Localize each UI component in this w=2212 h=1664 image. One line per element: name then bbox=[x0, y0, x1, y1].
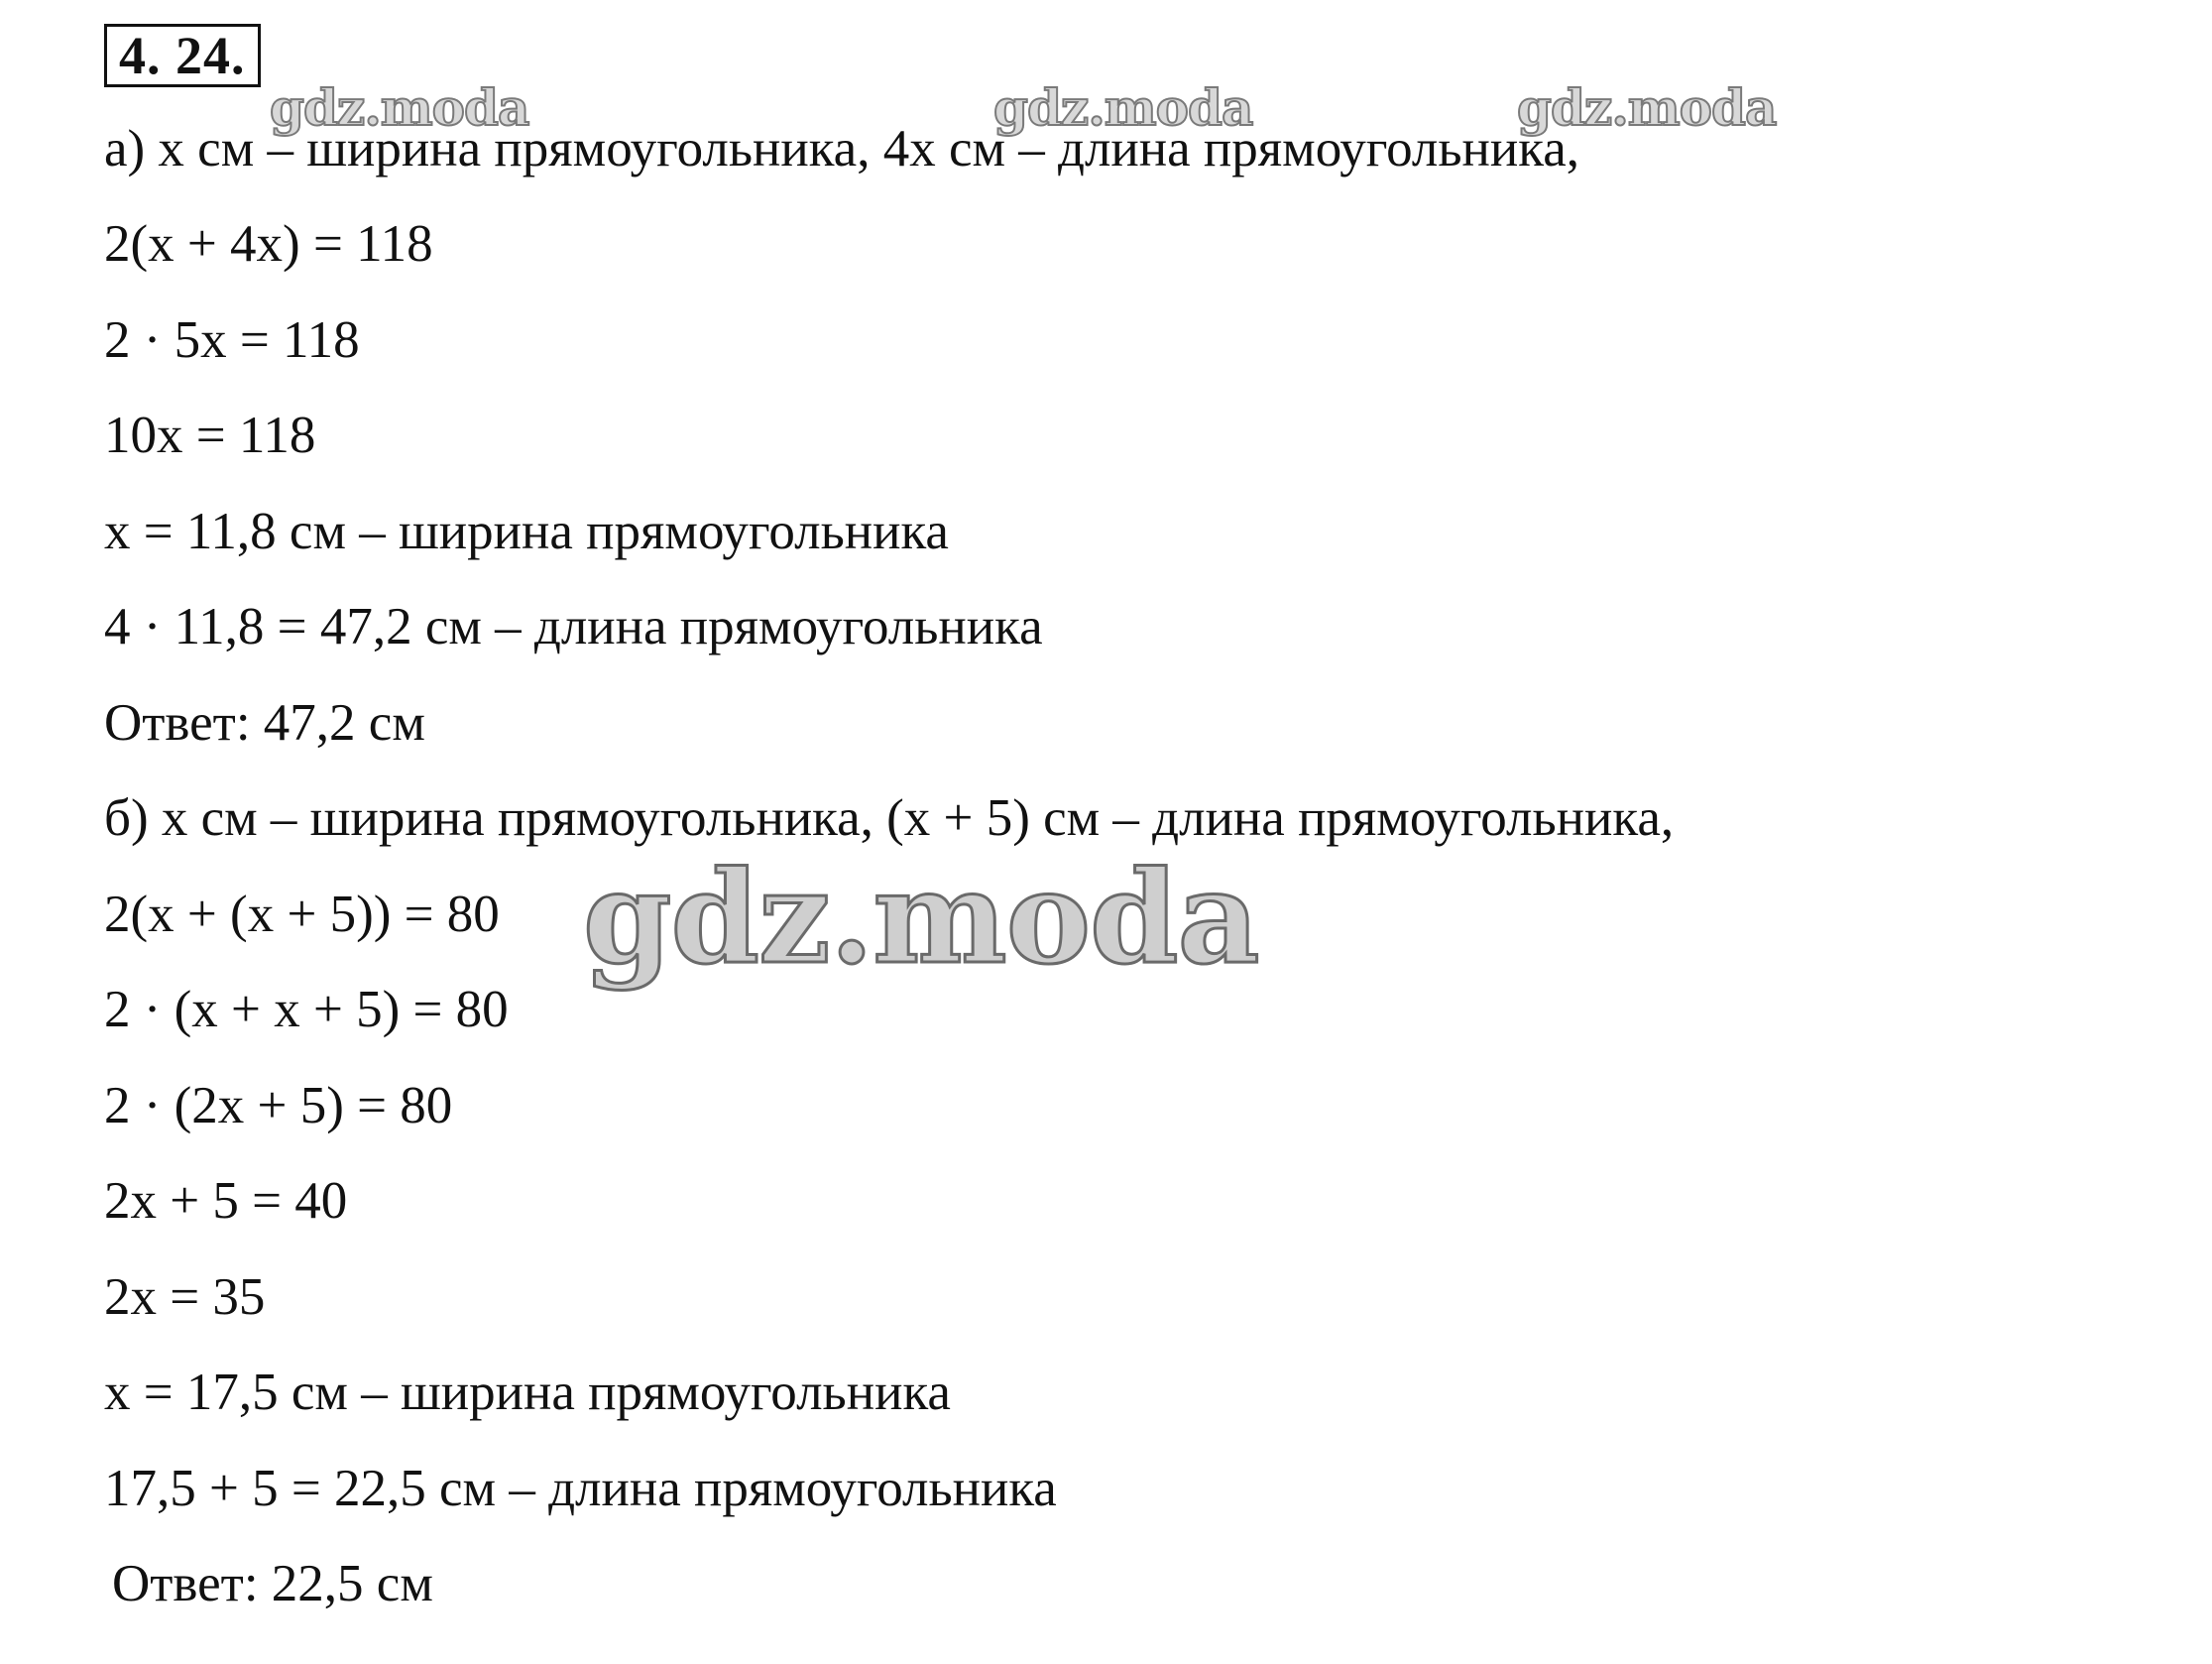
solution-line: 4 · 11,8 = 47,2 см – длина прямоугольника bbox=[104, 598, 1043, 655]
answer-line: Ответ: 22,5 см bbox=[112, 1555, 433, 1612]
solution-line: 2 · (x + x + 5) = 80 bbox=[104, 981, 509, 1038]
solution-line: 2 · (2x + 5) = 80 bbox=[104, 1077, 453, 1134]
solution-line: 2x + 5 = 40 bbox=[104, 1172, 348, 1230]
watermark: gdz.moda bbox=[270, 78, 529, 137]
watermark: gdz.moda bbox=[583, 844, 1259, 993]
solution-line: 2x = 35 bbox=[104, 1268, 266, 1326]
solution-line: 2 · 5x = 118 bbox=[104, 311, 360, 369]
problem-number: 4. 24. bbox=[104, 24, 261, 87]
solution-line: а) x см – ширина прямоугольника, 4x см – длина прямоугольника, bbox=[104, 120, 1579, 178]
solution-line: б) x см – ширина прямоугольника, (x + 5) см – длина прямоугольника, bbox=[104, 789, 1675, 847]
solution-line: 2(x + 4x) = 118 bbox=[104, 215, 433, 273]
solution-line: 2(x + (x + 5)) = 80 bbox=[104, 886, 500, 943]
solution-line: 17,5 + 5 = 22,5 см – длина прямоугольника bbox=[104, 1460, 1057, 1517]
watermark: gdz.moda bbox=[1517, 78, 1777, 137]
solution-line: x = 17,5 см – ширина прямоугольника bbox=[104, 1364, 951, 1421]
solution-line: x = 11,8 см – ширина прямоугольника bbox=[104, 503, 949, 560]
watermark: gdz.moda bbox=[993, 78, 1253, 137]
solution-line: 10x = 118 bbox=[104, 407, 316, 464]
answer-line: Ответ: 47,2 см bbox=[104, 694, 425, 752]
